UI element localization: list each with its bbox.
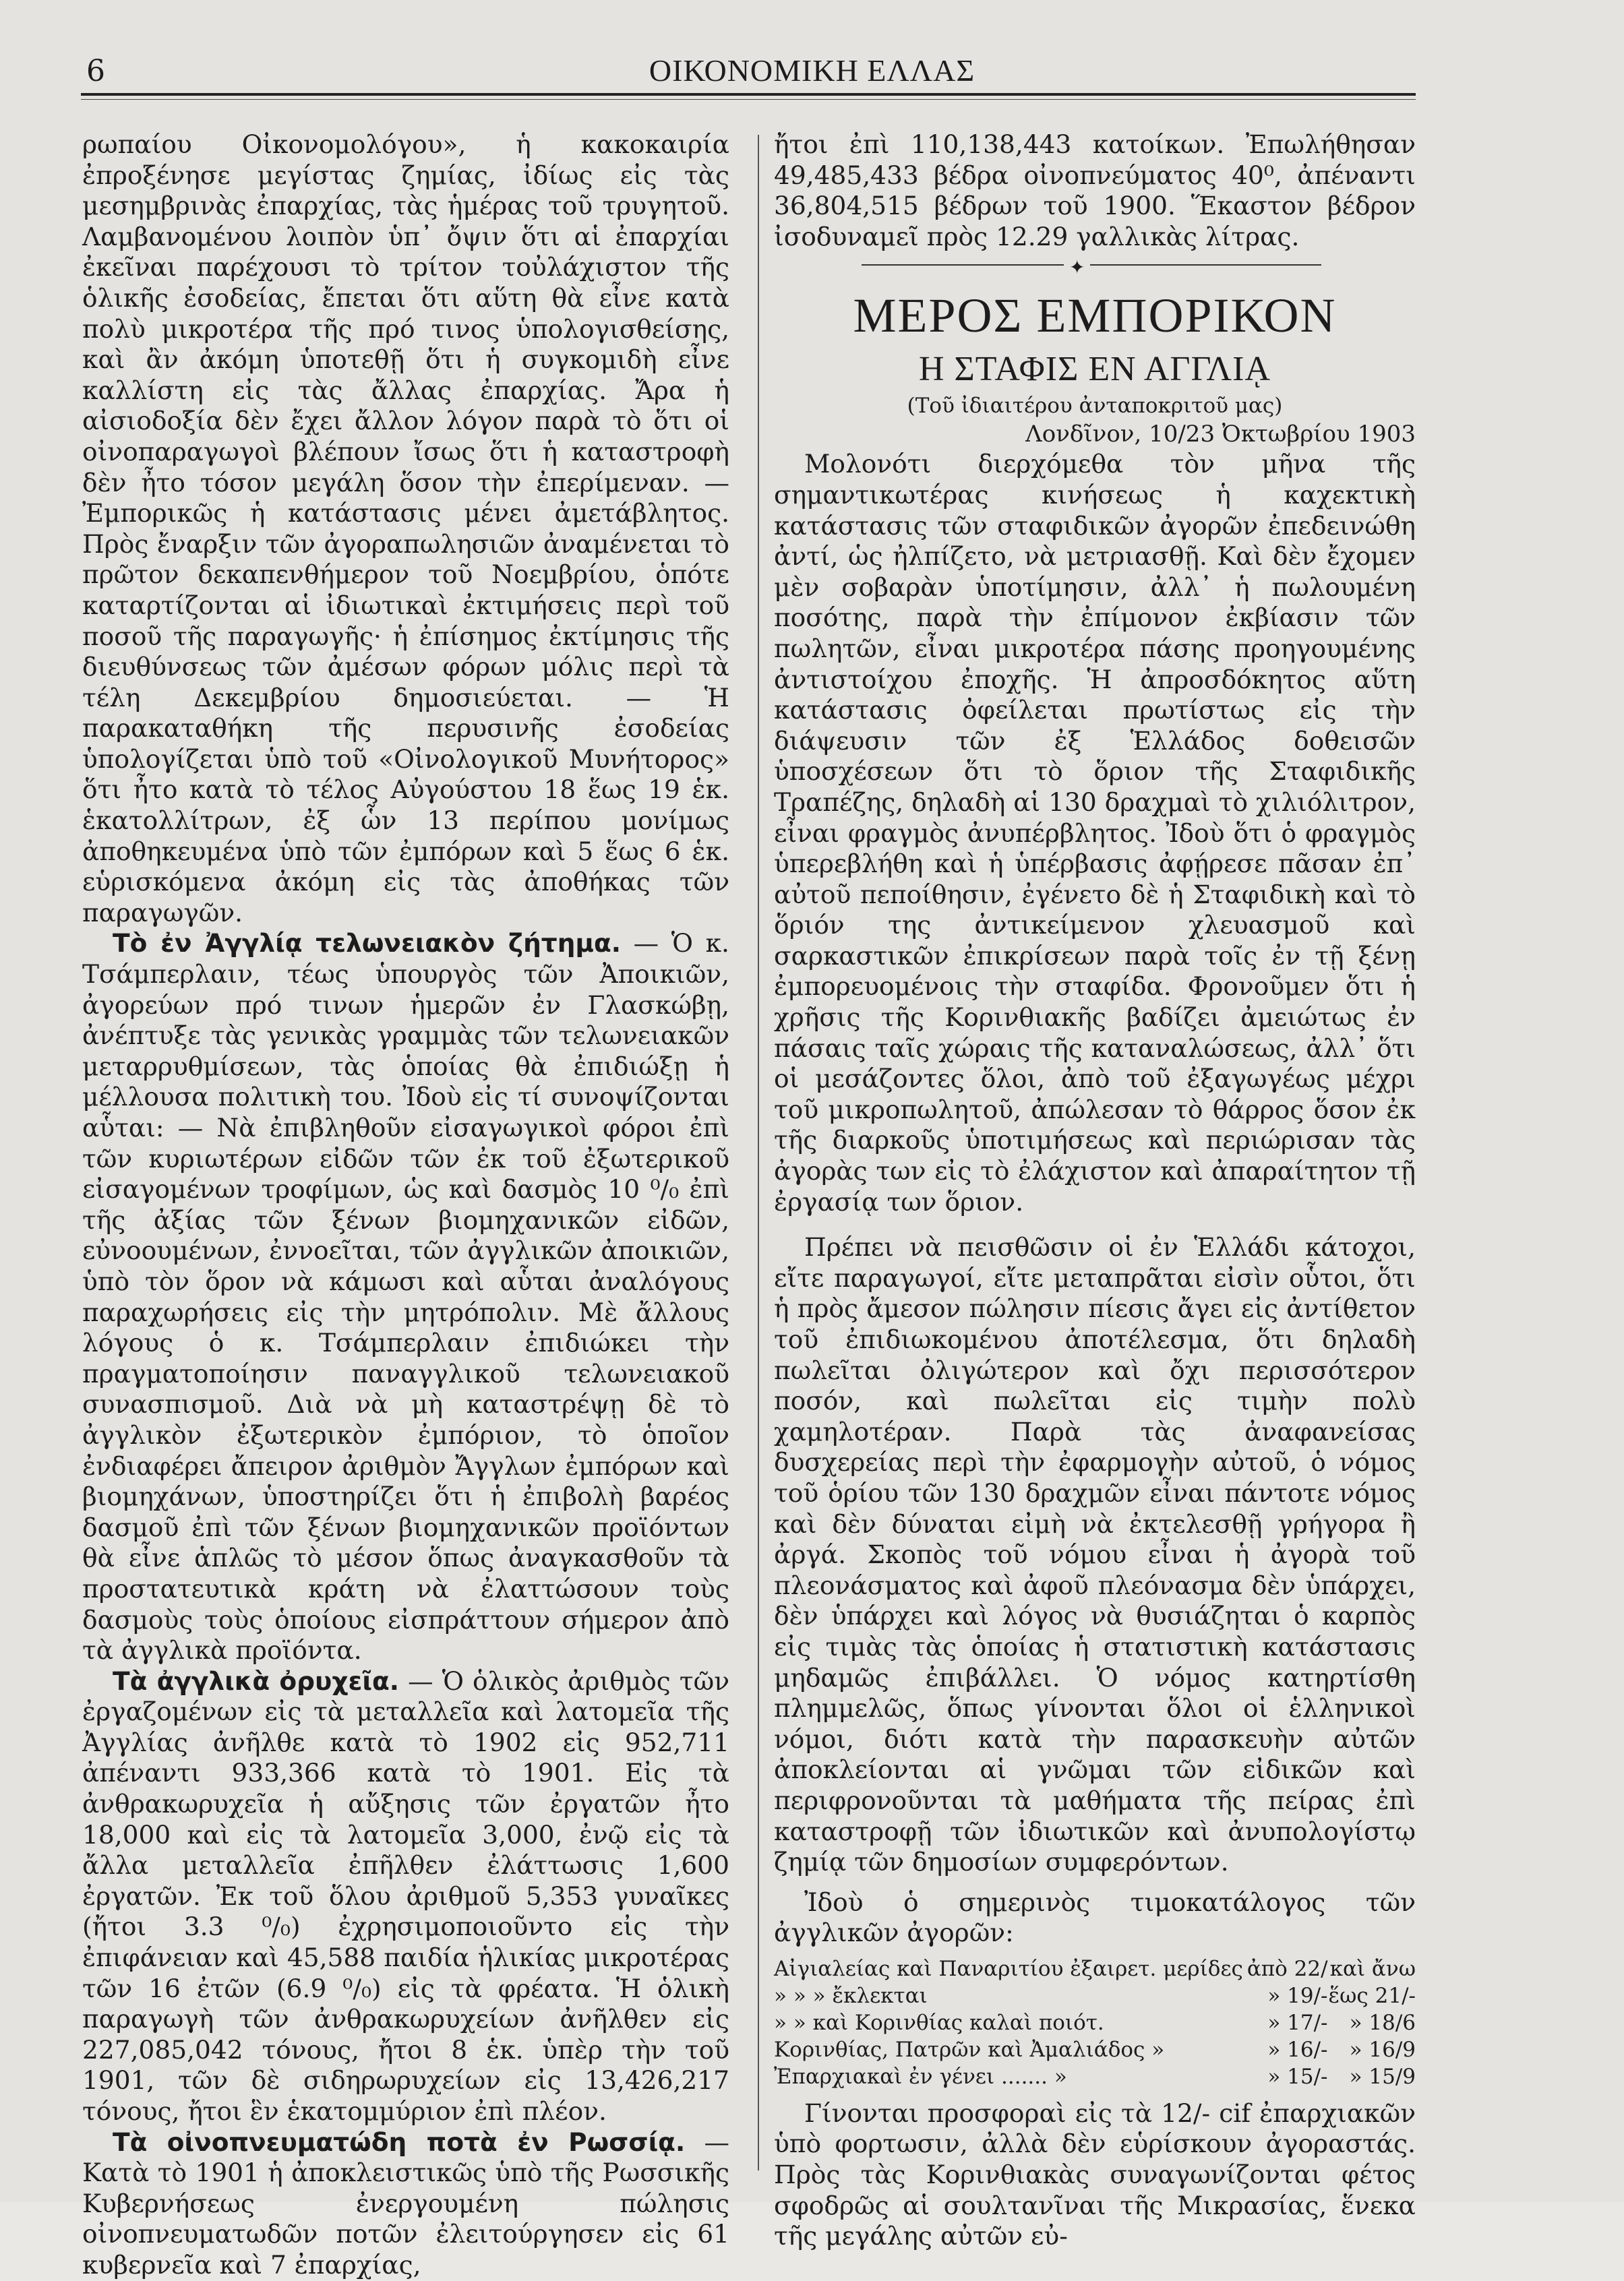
price-to: καὶ ἄνω bbox=[1329, 1956, 1416, 1981]
ornament-divider: ✦ bbox=[774, 255, 1416, 275]
price-desc: » » καὶ Κορινθίας καλαὶ ποιότ. bbox=[774, 2010, 1104, 2035]
price-to: » 16/9 bbox=[1349, 2037, 1416, 2062]
price-desc: Κορινθίας, Πατρῶν καὶ Ἀμαλιάδος » bbox=[774, 2037, 1165, 2062]
price-row bbox=[774, 1955, 1416, 1982]
price-row bbox=[774, 1982, 1416, 2009]
left-paragraph-1: ρωπαίου Οἰκονομολόγου», ἡ κακοκαιρία ἐπροξένησε μεγίστας ζημίας, ἰδίως εἰς τὰς μεσημβρινὰς ἐπαρχίας, τὰς ἡμέρας τοῦ τρυγητοῦ. Λαμβανομένου λοιπὸν ὑπ᾽ ὄψιν ὅτι αἱ ἐπαρχίαι ἐκεῖναι παρέχουσι τὸ τρίτον τοὐλάχιστον τῆς ὁλικῆς ἐσοδείας, ἔπεται ὅτι αὕτη θὰ εἶνε κατὰ πολὺ μικροτέρα τῆς πρό τινος ὑπολογισθείσης, καὶ ἂν ἀκόμη ὑποτεθῇ ὅτι ἡ συγκομιδὴ εἶνε καλλίστη εἰς τὰς ἄλλας ἐπαρχίας. Ἄρα ἡ αἰσιοδοξία δὲν ἔχει ἄλλον λόγον παρὰ τὸ ὅτι οἱ οἰνοπαραγωγοὶ βλέπουν ἴσως ὅτι ἡ καταστροφὴ δὲν ἦτο τόσον μεγάλη ὅσον τὴν ἐπερίμεναν. — Ἐμπορικῶς ἡ κατάστασις μένει ἀμετάβλητος. Πρὸς ἔναρξιν τῶν ἀγοραπωλησιῶν ἀναμένεται τὸ πρῶτον δεκαπενθήμερον τοῦ Νοεμβρίου, ὁπότε καταρτίζονται αἱ ἰδιωτικαὶ ἐκτιμήσεις περὶ τοῦ ποσοῦ τῆς παραγωγῆς· ἡ ἐπίσημος ἐκτίμησις τῆς διευθύνσεως τῶν ἀμέσων φόρων μόλις περὶ τὰ τέλη Δεκεμβρίου δημοσιεύεται. — Ἡ παρακαταθήκη τῆς περυσινῆς ἐσοδείας ὑπολογίζεται ὑπὸ τοῦ «Οἰνολογικοῦ Μυνήτορος» ὅτι ἦτο κατὰ τὸ τέλος Αὐγούστου 18 ἕως 19 ἑκ. ἑκατολλίτρων, ἐξ ὧν 13 περίπου μονίμως ἀποθηκευμένα ὑπὸ τῶν ἐμπόρων καὶ 5 ἕως 6 ἑκ. εὑρισκόμενα ἀκόμη εἰς τὰς ἀποθήκας τῶν παραγωγῶν. bbox=[82, 129, 729, 927]
price-row bbox=[774, 2036, 1416, 2063]
left-paragraph-2 bbox=[82, 928, 729, 1666]
right-paragraph-3: Πρέπει νὰ πεισθῶσιν οἱ ἐν Ἑλλάδι κάτοχοι, εἴτε παραγωγοί, εἴτε μεταπρᾶται εἰσὶν οὗτοι, ὅτι ἡ πρὸς ἄμεσον πώλησιν πίεσις ἄγει εἰς ἀντίθετον τοῦ ἐπιδιωκομένου ἀποτέλεσμα, ὅτι δηλαδὴ πωλεῖται ὀλιγώτερον καὶ ὄχι περισσότερον ποσόν, καὶ πωλεῖται εἰς τιμὴν πολὺ χαμηλοτέραν. Παρὰ τὰς ἀναφανείσας δυσχερείας περὶ τὴν ἐφαρμογὴν αὐτοῦ, ὁ νόμος τοῦ ὁρίου τῶν 130 δραχμῶν εἶναι πάντοτε νόμος καὶ δὲν δύναται εἰμὴ νὰ ἐκτελεσθῇ γρήγορα ἢ ἀργά. Σκοπὸς τοῦ νόμου εἶναι ἡ ἀγορὰ τοῦ πλεονάσματος καὶ ἀφοῦ πλεόνασμα δὲν ὑπάρχει, δὲν ὑπάρχει καὶ λόγος νὰ θυσιάζηται ὁ καρπὸς εἰς τιμὰς τὰς ὁποίας ἡ στατιστικὴ κατάστασις μηδαμῶς ἐπιβάλλει. Ὁ νόμος κατηρτίσθη πλημμελῶς, ὅπως γίνονται ὅλοι οἱ ἑλληνικοὶ νόμοι, διότι κατὰ τὴν παρασκευὴν αὐτῶν ἀποκλείονται αἱ γνῶμαι τῶν εἰδικῶν καὶ περιφρονοῦνται τὰ μαθήματα τῆς πείρας ἐπὶ καταστροφῇ τῶν ἰδιωτικῶν καὶ ἀνυπολογίστῳ ζημίᾳ τῶν δημοσίων συμφερόντων. bbox=[774, 1232, 1416, 1877]
price-desc: Ἐπαρχιακαὶ ἐν γένει ....... » bbox=[774, 2064, 1067, 2089]
price-to: » 15/9 bbox=[1349, 2064, 1416, 2089]
left-paragraph-3 bbox=[82, 1666, 729, 2127]
heading-customs-question: Τὸ ἐν Ἀγγλίᾳ τελωνειακὸν ζήτημα. bbox=[113, 928, 621, 959]
left-paragraph-4-text: — Κατὰ τὸ 1901 ἡ ἀποκλειστικῶς ὑπὸ τῆς Ρωσσικῆς Κυβερνήσεως ἐνεργουμένη πώλησις οἰνοπνευματωδῶν ποτῶν ἐλειτούργησεν εἰς 61 κυβερνεῖα καὶ 7 ἐπαρχίας, bbox=[82, 2127, 729, 2280]
price-to: » 18/6 bbox=[1349, 2010, 1416, 2035]
right-paragraph-1: ἤτοι ἐπὶ 110,138,443 κατοίκων. Ἐπωλήθησαν 49,485,433 βέδρα οἰνοπνεύματος 40⁰, ἀπέναντι 36,804,515 βέδρων τοῦ 1900. Ἕκαστον βέδρον ἰσοδυναμεῖ πρὸς 12.29 γαλλικὰς λίτρας. bbox=[774, 129, 1416, 251]
price-from: » 15/- bbox=[1267, 2064, 1328, 2089]
right-paragraph-4: Ἰδοὺ ὁ σημερινὸς τιμοκατάλογος τῶν ἀγγλικῶν ἀγορῶν: bbox=[774, 1887, 1416, 1948]
section-title: ΜΕΡΟΣ ΕΜΠΟΡΙΚΟΝ bbox=[853, 288, 1337, 343]
left-paragraph-2-text: — Ὁ κ. Τσάμπερλαιν, τέως ὑπουργὸς τῶν Ἀποικιῶν, ἀγορεύων πρό τινων ἡμερῶν ἐν Γλασκώβῃ, ἀνέπτυξε τὰς γενικὰς γραμμὰς τῶν τελωνειακῶν μεταρρυθμίσεων, τὰς ὁποίας θὰ ἐπιδιώξῃ ἡ μέλλουσα πολιτικὴ του. Ἰδοὺ εἰς τί συνοψίζονται αὗται: — Νὰ ἐπιβληθοῦν εἰσαγωγικοὶ φόροι ἐπὶ τῶν κυριωτέρων εἰδῶν τῶν ἐκ τοῦ ἐξωτερικοῦ εἰσαγομένων τροφίμων, ὡς καὶ δασμὸς 10 ⁰/₀ ἐπὶ τῆς ἀξίας τῶν ξένων βιομηχανικῶν εἰδῶν, εὐνοουμένων, ἐννοεῖται, τῶν ἀγγλικῶν ἀποικιῶν, ὑπὸ τὸν ὅρον νὰ κάμωσι καὶ αὗται ἀναλόγους παραχωρήσεις εἰς τὴν μητρόπολιν. Μὲ ἄλλους λόγους ὁ κ. Τσάμπερλαιν ἐπιδιώκει τὴν πραγματοποίησιν παναγγλικοῦ τελωνειακοῦ συνασπισμοῦ. Διὰ νὰ μὴ καταστρέψῃ δὲ τὸ ἀγγλικὸν ἐξωτερικὸν ἐμπόριον, τὸ ὁποῖον ἐνδιαφέρει ἄπειρον ἀριθμὸν Ἄγγλων ἐμπόρων καὶ βιομηχάνων, ὑποστηρίζει ὅτι ἡ ἐπιβολὴ βαρέος δασμοῦ ἐπὶ τῶν ξένων βιομηχανικῶν προϊόντων θὰ εἶνε ἁπλῶς τὸ μέσον ὅπως ἀναγκασθοῦν τὰ προστατευτικὰ κράτη νὰ ἐλαττώσουν τοὺς δασμοὺς τοὺς ὁποίους εἰσπράττουν σήμερον ἀπὸ τὰ ἀγγλικὰ προϊόντα. bbox=[82, 928, 729, 1666]
price-desc: Αἰγιαλείας καὶ Παναριτίου ἐξαιρετ. μερίδες bbox=[774, 1956, 1243, 1981]
byline: (Τοῦ ἰδιαιτέρου ἀνταποκριτοῦ μας) bbox=[907, 394, 1283, 419]
price-row bbox=[774, 2063, 1416, 2090]
right-paragraph-2: Μολονότι διερχόμεθα τὸν μῆνα τῆς σημαντικωτέρας κινήσεως ἡ καχεκτικὴ κατάστασις τῶν σταφιδικῶν ἀγορῶν ἐπεδεινώθη ἀντί, ὡς ἠλπίζετο, νὰ μετριασθῇ. Καὶ δὲν ἔχομεν μὲν σοβαρὰν ὑποτίμησιν, ἀλλ᾽ ἡ πωλουμένη ποσότης, παρὰ τὴν ἐπίμονον ἐκβίασιν τῶν πωλητῶν, εἶναι μικροτέρα πάσης προηγουμένης ἀντιστοίχου ἐποχῆς. Ἡ ἀπροσδόκητος αὕτη κατάστασις ὀφείλεται πρωτίστως εἰς τὴν διάψευσιν τῶν ἐξ Ἑλλάδος δοθεισῶν ὑποσχέσεων ὅτι τὸ ὅριον τῆς Σταφιδικῆς Τραπέζης, δηλαδὴ αἱ 130 δραχμαὶ τὸ χιλιόλιτρον, εἶναι φραγμὸς ἀνυπέρβλητος. Ἰδοὺ ὅτι ὁ φραγμὸς ὑπερεβλήθη καὶ ἡ ὑπέρβασις ἀφῄρεσε πᾶσαν ἐπ᾽ αὐτοῦ πεποίθησιν, ἐγένετο δὲ ἡ Σταφιδικὴ καὶ τὸ ὅριόν της ἀντικείμενον χλευασμοῦ καὶ σαρκαστικῶν ἐπικρίσεων παρὰ τοῖς ἐν τῇ ξένῃ ἐμπορευομένοις τὴν σταφίδα. Φρονοῦμεν ὅτι ἡ χρῆσις τῆς Κορινθιακῆς βαδίζει ἀμειώτως ἐν πάσαις ταῖς χώραις τῆς καταναλώσεως, ἀλλ᾽ ὅτι οἱ μεσάζοντες ὅλοι, ἀπὸ τοῦ ἐξαγωγέως μέχρι τοῦ μικροπωλητοῦ, ἀπώλεσαν τὸ θάρρος ὅσον ἐκ τῆς διαρκοῦς ὑποτιμήσεως καὶ περιώρισαν τὰς ἀγορὰς των εἰς τὸ ἐλάχιστον καὶ ἀπαραίτητον τῇ ἐργασίᾳ των ὅριον. bbox=[774, 449, 1416, 1217]
right-paragraph-5: Γίνονται προσφοραὶ εἰς τὰ 12/- cif ἐπαρχιακῶν ὑπὸ φορτωσιν, ἀλλὰ δὲν εὑρίσκουν ἀγοραστάς. Πρὸς τὰς Κορινθιακὰς συναγωνίζονται φέτος σφοδρῶς αἱ σουλτανῖναι τῆς Μικρασίας, ἕνεκα τῆς μεγάλης αὐτῶν εὐ- bbox=[774, 2098, 1416, 2251]
page-number: 6 bbox=[86, 54, 105, 88]
price-desc: » » » ἔκλεκται bbox=[774, 1983, 928, 2008]
left-paragraph-4 bbox=[82, 2127, 729, 2281]
heading-english-mines: Τὰ ἀγγλικὰ ὀρυχεῖα. bbox=[113, 1666, 400, 1696]
header-rule bbox=[81, 93, 1416, 96]
price-row bbox=[774, 2009, 1416, 2036]
right-column bbox=[774, 129, 1416, 2252]
article-title: Η ΣΤΑΦΙΣ ΕΝ ΑΓΓΛΙᾼ bbox=[918, 350, 1271, 389]
price-from: » 19/- bbox=[1267, 1983, 1328, 2008]
column-divider bbox=[758, 135, 759, 2170]
price-to: ἕως 21/- bbox=[1328, 1983, 1416, 2008]
dateline: Λονδῖνον, 10/23 Ὀκτωβρίου 1903 bbox=[1025, 421, 1416, 448]
header-rule-thin bbox=[81, 99, 1416, 100]
journal-title: ΟΙΚΟΝΟΜΙΚΗ ΕΛΛΑΣ bbox=[649, 53, 975, 88]
price-from: » 16/- bbox=[1267, 2037, 1328, 2062]
price-from: » 17/- bbox=[1267, 2010, 1328, 2035]
heading-russian-spirits: Τὰ οἰνοπνευματώδη ποτὰ ἐν Ρωσσίᾳ. bbox=[113, 2127, 686, 2157]
price-table bbox=[774, 1955, 1416, 2090]
left-paragraph-3-text: — Ὁ ὁλικὸς ἀριθμὸς τῶν ἐργαζομένων εἰς τὰ μεταλλεῖα καὶ λατομεῖα τῆς Ἀγγλίας ἀνῆλθε κατὰ τὸ 1902 εἰς 952,711 ἀπέναντι 933,366 κατὰ τὸ 1901. Εἰς τὰ ἀνθρακωρυχεῖα ἡ αὔξησις τῶν ἐργατῶν ἦτο 18,000 καὶ εἰς τὰ λατομεῖα 3,000, ἐνῷ εἰς τὰ ἄλλα μεταλλεῖα ἐπῆλθεν ἐλάττωσις 1,600 ἐργατῶν. Ἐκ τοῦ ὅλου ἀριθμοῦ 5,353 γυναῖκες (ἤτοι 3.3 ⁰/₀) ἐχρησιμοποιοῦντο εἰς τὴν ἐπιφάνειαν καὶ 45,588 παιδία ἡλικίας μικροτέρας τῶν 16 ἐτῶν (6.9 ⁰/₀) εἰς τὰ φρέατα. Ἡ ὁλικὴ παραγωγὴ τῶν ἀνθρακωρυχείων ἀνῆλθεν εἰς 227,085,042 τόνους, ἤτοι 8 ἑκ. ὑπὲρ τὴν τοῦ 1901, τῶν δὲ σιδηρωρυχείων εἰς 13,426,217 τόνους, ἤτοι ἓν ἑκατομμύριον ἐπὶ πλέον. bbox=[82, 1666, 729, 2126]
left-column bbox=[82, 129, 729, 2281]
price-from: ἀπὸ 22/ bbox=[1246, 1956, 1328, 1981]
